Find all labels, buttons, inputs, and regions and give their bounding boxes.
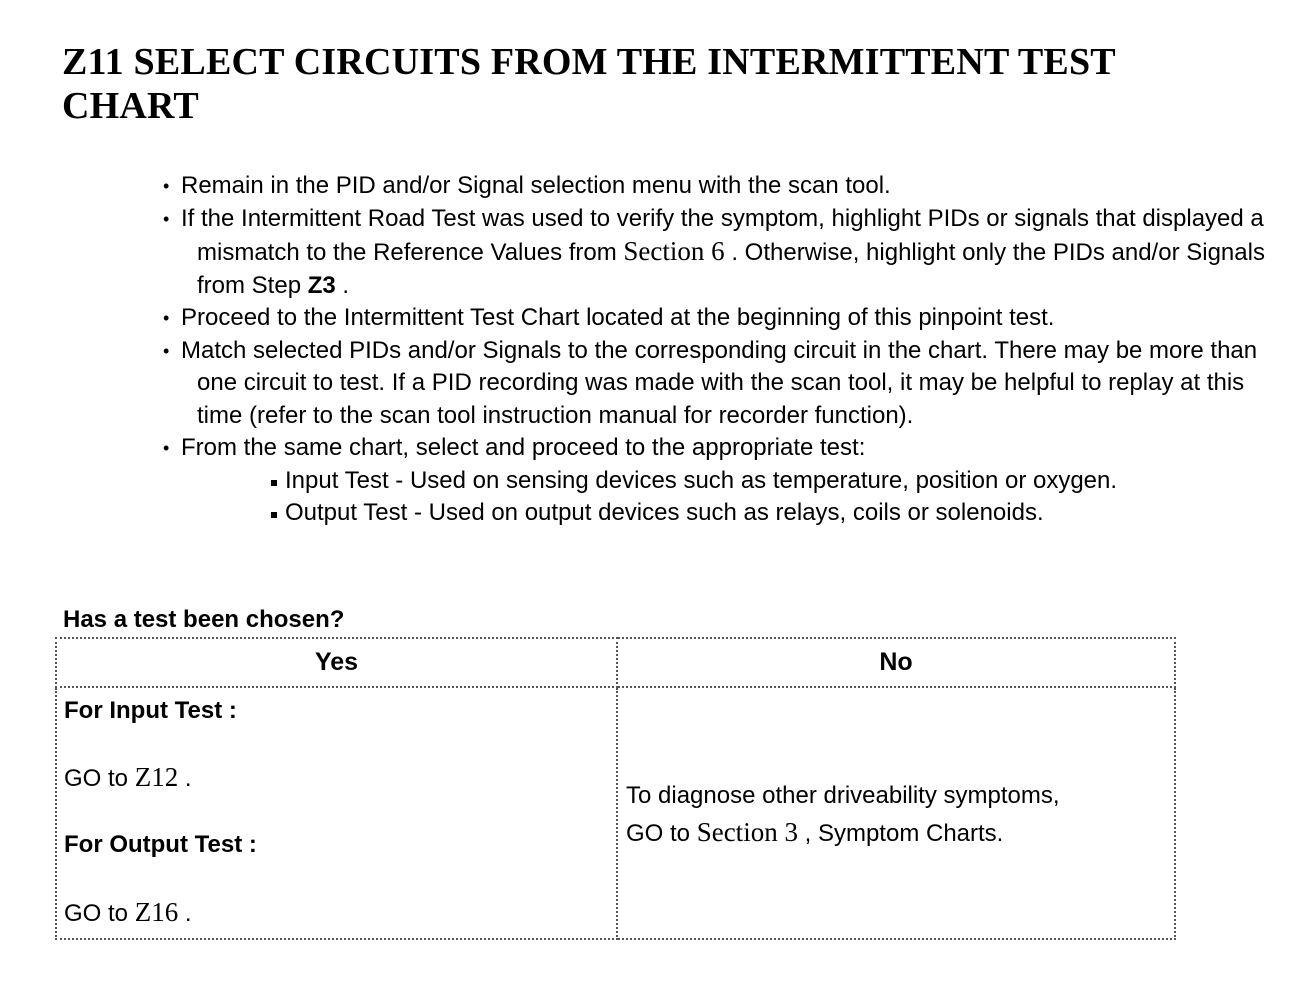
yes-cell	[56, 687, 617, 939]
go-to-z12-line	[64, 762, 192, 794]
list-item	[145, 302, 1295, 335]
test-type-list	[197, 465, 1295, 530]
input-test-label: For Input Test	[64, 697, 223, 724]
test-type-label: Input Test -	[285, 466, 404, 494]
z12-link[interactable]: Z12	[134, 762, 179, 792]
colon-text: :	[248, 831, 257, 858]
instruction-list	[145, 170, 1295, 530]
test-type-label: Output Test -	[285, 499, 422, 526]
list-item	[145, 335, 1295, 433]
step-z3-link[interactable]: Z3	[307, 271, 336, 299]
step-text: Remain in the PID and/or Signal selection menu with the scan tool.	[181, 172, 891, 199]
list-item	[267, 497, 1295, 530]
no-cell	[617, 687, 1175, 939]
output-test-label: For Output Test	[64, 831, 243, 858]
list-item	[145, 432, 1295, 530]
section-3-link[interactable]: Section 3	[696, 817, 798, 847]
go-to-text: GO to	[64, 900, 129, 927]
input-test-line	[64, 696, 237, 726]
step-text: From the same chart, select and proceed to the appropriate test:	[181, 434, 866, 461]
square-bullet-icon	[271, 480, 277, 486]
step-text: Match selected PIDs and/or Signals to the corresponding circuit in the chart. There may be more than one circuit to test. If a PID recording was made with the scan tool, it may be helpful to replay at this time (refer to the scan tool instruction manual for recorder function).	[181, 336, 1258, 429]
no-answer-line1: To diagnose other driveability symptoms,	[626, 782, 1060, 809]
go-to-text: GO to	[64, 765, 129, 792]
list-item	[145, 170, 1295, 203]
period-text: .	[184, 765, 192, 792]
colon-text: :	[228, 697, 237, 724]
list-item	[267, 465, 1295, 498]
step-text: If the Intermittent Road Test was used to verify the symptom, highlight PIDs or signals that displayed a mismatch to the Reference Values from	[181, 204, 1264, 266]
yes-header: Yes	[56, 638, 617, 687]
table-row	[56, 687, 1175, 939]
test-type-text: Used on output devices such as relays, coils or solenoids.	[428, 499, 1044, 526]
section-6-link[interactable]: Section 6	[623, 236, 725, 266]
answer-table	[55, 637, 1176, 940]
no-answer-text	[626, 778, 1166, 852]
bullet-icon: •	[163, 176, 170, 196]
z16-link[interactable]: Z16	[134, 897, 179, 927]
step-text: Proceed to the Intermittent Test Chart located at the beginning of this pinpoint test.	[181, 304, 1055, 331]
bullet-icon: •	[163, 340, 170, 361]
bullet-icon: •	[163, 438, 170, 458]
step-text: . Otherwise, highlight only the PIDs and/or Signals from Step	[197, 239, 1265, 299]
go-to-text: GO to	[626, 820, 691, 847]
go-to-z16-line	[64, 897, 192, 929]
test-type-text: Used on sensing devices such as temperature, position or oxygen.	[409, 466, 1118, 494]
symptom-charts-text: , Symptom Charts.	[804, 820, 1004, 847]
bullet-icon: •	[163, 308, 170, 328]
no-header: No	[617, 638, 1175, 687]
question-text: Has a test been chosen?	[63, 606, 345, 633]
square-bullet-icon	[271, 512, 277, 518]
output-test-line	[64, 830, 257, 860]
table-header-row	[56, 638, 1175, 687]
bullet-icon: •	[163, 208, 170, 229]
step-text: .	[342, 271, 350, 299]
list-item	[145, 203, 1295, 303]
period-text: .	[184, 900, 192, 927]
page-title: Z11 SELECT CIRCUITS FROM THE INTERMITTENT TEST CHART	[62, 41, 1116, 127]
